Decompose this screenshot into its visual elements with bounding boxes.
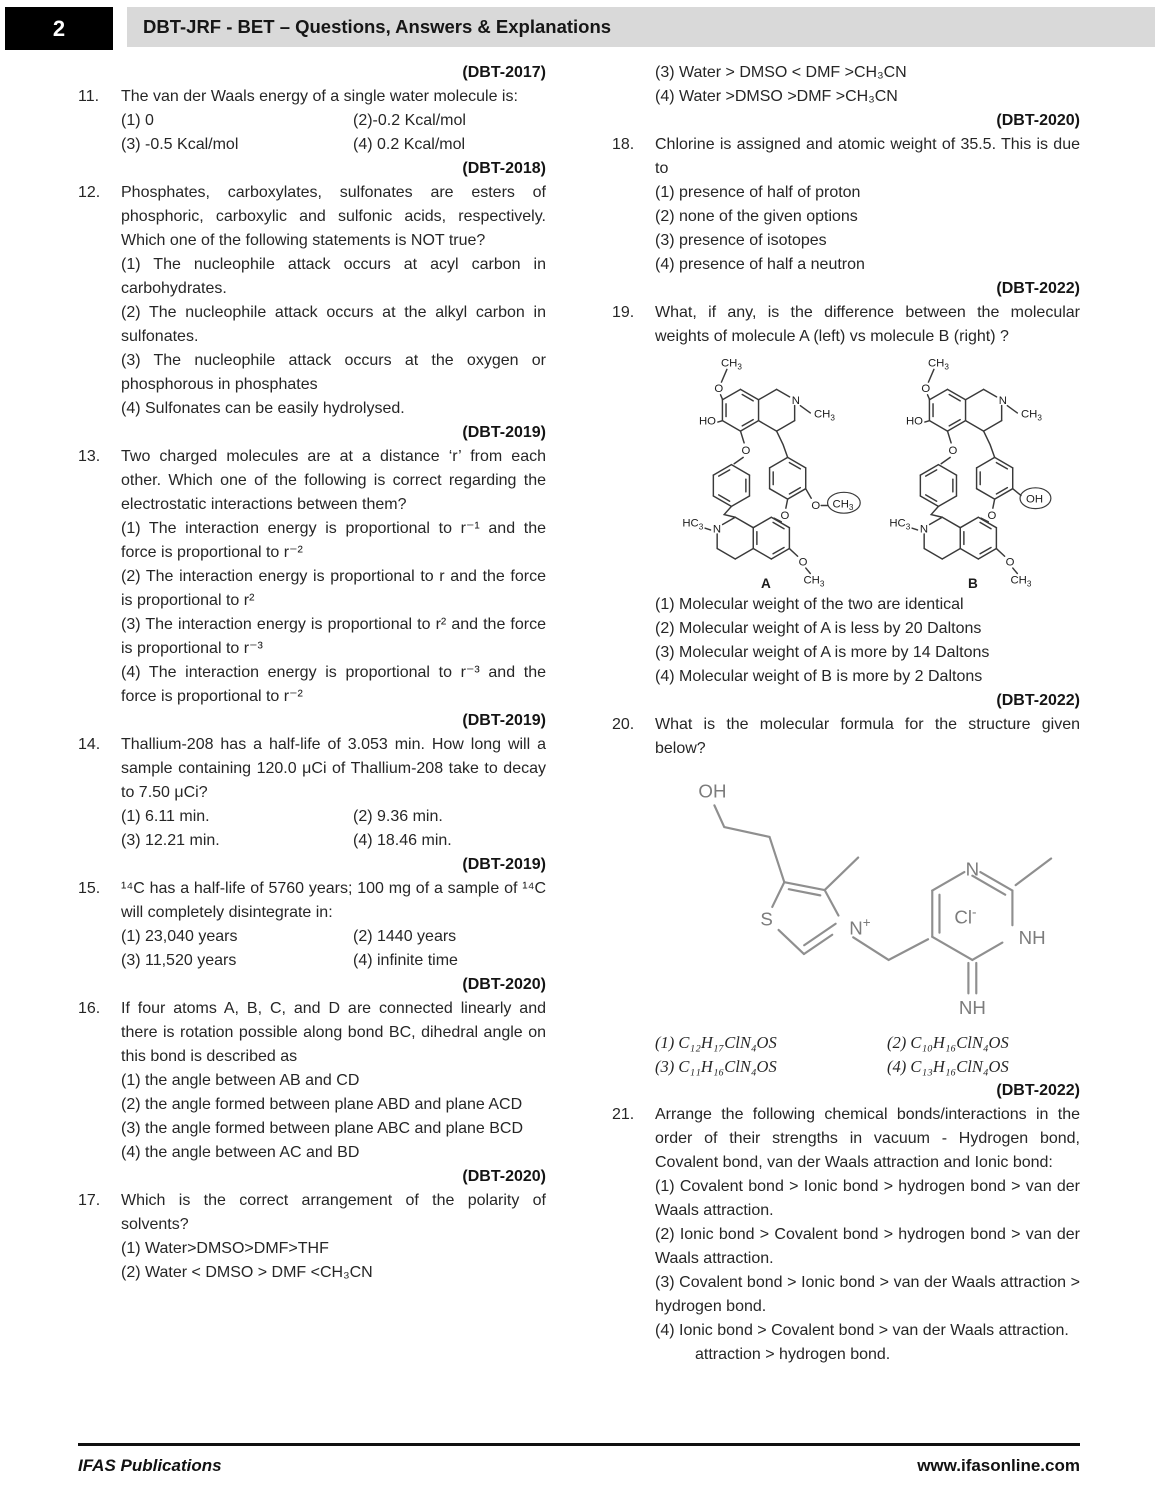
option: (3) C₁₁H₁₆ClN₄OS	[655, 1057, 777, 1076]
option: (2) The nucleophile attack occurs at the alkyl carbon in sulfonates.	[121, 304, 546, 345]
svg-text:CH3: $CH_3$	[720, 357, 742, 372]
page-title: DBT-JRF - BET – Questions, Answers & Explanations	[143, 16, 612, 37]
svg-text:CH3: $CH_3$	[927, 357, 949, 372]
option: (4) Water >DMSO >DMF >CH₃CN	[655, 88, 898, 105]
svg-text:O: O	[798, 556, 808, 569]
year-tag: (DBT-2022)	[996, 1082, 1080, 1099]
option: (3) The interaction energy is proportional to r² and the force is proportional to r⁻³	[121, 616, 546, 657]
option: (2) 9.36 min.	[353, 808, 443, 825]
question-number: 17.	[78, 1192, 101, 1209]
question-text: Which is the correct arrangement of the polarity of solvents?	[121, 1192, 546, 1233]
question-number: 12.	[78, 184, 101, 201]
svg-text:NH: NH	[1018, 927, 1046, 949]
question-12	[78, 181, 546, 421]
question-body	[655, 61, 1080, 109]
svg-text:OH: OH	[1026, 493, 1044, 506]
option: (4) presence of half a neutron	[655, 256, 865, 273]
option: (1) Covalent bond > Ionic bond > hydrogen bond > van der Waals attraction.	[655, 1178, 1080, 1219]
molecule-structure-a	[677, 352, 872, 590]
svg-text:O: O	[780, 510, 790, 523]
year-tag: (DBT-2022)	[996, 280, 1080, 297]
svg-text:O: O	[811, 500, 821, 513]
option: (4) 18.46 min.	[353, 832, 452, 849]
option: (1) the angle between AB and CD	[121, 1072, 360, 1089]
question-body	[121, 85, 546, 157]
option: (4) The interaction energy is proportional to r⁻³ and the force is proportional to r⁻²	[121, 664, 546, 705]
question-body	[655, 1103, 1080, 1367]
svg-text:CH3: $CH_3$	[832, 498, 854, 513]
svg-text:N: N	[998, 394, 1007, 407]
question-text: attraction > hydrogen bond.	[695, 1346, 891, 1363]
page-number-box	[5, 7, 113, 50]
question-text: What, if any, is the difference between the molecular weights of molecule A (left) vs molecule B (right) ?	[655, 304, 1080, 345]
column-left	[78, 61, 546, 1367]
option: (4) Sulfonates can be easily hydrolysed.	[121, 400, 405, 417]
question-body	[121, 1189, 546, 1285]
molecule-structure-b	[884, 352, 1079, 590]
molecule-figures	[677, 352, 1080, 590]
svg-text:N: N	[791, 394, 800, 407]
option: (3) Water > DMSO < DMF >CH₃CN	[655, 64, 907, 81]
svg-text:N: N	[965, 858, 980, 880]
svg-text:S: S	[760, 908, 773, 930]
question-15	[78, 877, 546, 973]
option: (4) Ionic bond > Covalent bond > van der Waals attraction.	[655, 1322, 1069, 1339]
option-row	[121, 949, 546, 973]
question-text: Two charged molecules are at a distance ‘r’ from each other. Which one of the following is correct regarding the electrostatic interactions between them?	[121, 448, 546, 513]
question-body	[121, 997, 546, 1165]
thiamine-figure	[655, 766, 1080, 1028]
header-bar	[127, 7, 1155, 47]
question-number	[612, 61, 655, 109]
svg-text:HC3: $HC_3$	[889, 517, 911, 532]
two-column-layout	[78, 61, 1080, 1367]
svg-text:NH: NH	[958, 997, 986, 1019]
option: (1) The interaction energy is proportional to r⁻¹ and the force is proportional to r⁻²	[121, 520, 546, 561]
question-text: Thallium-208 has a half-life of 3.053 min. How long will a sample containing 120.0 μCi of Thallium-208 take to decay to 7.50 μCi?	[121, 736, 546, 801]
question-17	[78, 1189, 546, 1285]
svg-text:O: O	[921, 383, 931, 396]
question-19	[612, 301, 1080, 689]
svg-text:O: O	[741, 444, 751, 457]
svg-text:CH3: $CH_3$	[1020, 408, 1042, 423]
year-tag: (DBT-2019)	[462, 424, 546, 441]
svg-text:HC3: $HC_3$	[682, 517, 704, 532]
svg-text:N: N	[712, 523, 722, 536]
question-body	[655, 133, 1080, 277]
svg-text:N+: N+	[849, 915, 871, 939]
option: (1) presence of half of proton	[655, 184, 861, 201]
option: (1) 23,040 years	[121, 928, 238, 945]
question-number: 11.	[78, 88, 100, 105]
question-number: 15.	[78, 880, 101, 897]
svg-text:N: N	[919, 523, 929, 536]
question-body	[655, 301, 1080, 689]
option: (3) 12.21 min.	[121, 832, 220, 849]
option: (2) Water < DMSO > DMF <CH₃CN	[121, 1264, 373, 1281]
option: (1) Water>DMSO>DMF>THF	[121, 1240, 329, 1257]
question-20	[612, 713, 1080, 1079]
option: (4) the angle between AC and BD	[121, 1144, 360, 1161]
year-tag: (DBT-2020)	[462, 976, 546, 993]
option: (2) 1440 years	[353, 928, 457, 945]
svg-text:HO: HO	[699, 415, 716, 428]
year-tag: (DBT-2019)	[462, 856, 546, 873]
option-row	[121, 805, 546, 829]
option: (1) C₁₂H₁₇ClN₄OS	[655, 1033, 777, 1052]
question-number: 13.	[78, 448, 101, 465]
year-tag: (DBT-2020)	[462, 1168, 546, 1185]
question-18	[612, 133, 1080, 277]
question-text: Phosphates, carboxylates, sulfonates are esters of phosphoric, carboxylic and sulfonic acids, respectively. Which one of the following statements is NOT true?	[121, 184, 546, 249]
option: (2) Molecular weight of A is less by 20 Daltons	[655, 620, 982, 637]
option: (1) 6.11 min.	[121, 808, 210, 825]
question-21	[612, 1103, 1080, 1367]
column-right	[612, 61, 1080, 1367]
question-14	[78, 733, 546, 853]
question-text: The van der Waals energy of a single water molecule is:	[121, 88, 518, 105]
website-url: www.ifasonline.com	[917, 1456, 1080, 1475]
question-text: What is the molecular formula for the structure given below?	[655, 716, 1080, 757]
svg-text:O: O	[948, 444, 958, 457]
option: (4) 0.2 Kcal/mol	[353, 136, 466, 153]
option: (3) -0.5 Kcal/mol	[121, 136, 239, 153]
question-11	[78, 85, 546, 157]
option-row	[121, 133, 546, 157]
option: (4) infinite time	[353, 952, 458, 969]
question-text: Chlorine is assigned and atomic weight of 35.5. This is due to	[655, 136, 1080, 177]
question-body	[121, 445, 546, 709]
question-body	[121, 877, 546, 973]
question-number: 16.	[78, 1000, 101, 1017]
page-number: 2	[52, 15, 66, 41]
option-row	[121, 925, 546, 949]
question-13	[78, 445, 546, 709]
question-body	[655, 713, 1080, 1079]
question-number: 21.	[612, 1106, 635, 1123]
option-row	[655, 1031, 1080, 1055]
year-tag: (DBT-2022)	[996, 692, 1080, 709]
option-row	[655, 1055, 1080, 1079]
svg-text:O: O	[987, 510, 997, 523]
option: (3) Covalent bond > Ionic bond > van der Waals attraction > hydrogen bond.	[655, 1274, 1080, 1315]
question-text: If four atoms A, B, C, and D are connected linearly and there is rotation possible along bond BC, dihedral angle on this bond is described as	[121, 1000, 546, 1065]
question-number: 19.	[612, 304, 635, 321]
option-row	[121, 109, 546, 133]
option: (3) the angle formed between plane ABC and plane BCD	[121, 1120, 524, 1137]
svg-text:O: O	[1005, 556, 1015, 569]
year-tag: (DBT-2020)	[996, 112, 1080, 129]
question-text: Arrange the following chemical bonds/interactions in the order of their strengths in vacuum - Hydrogen bond, Covalent bond, van der Waals attraction and Ionic bond:	[655, 1106, 1080, 1171]
option: (1) Molecular weight of the two are identical	[655, 596, 964, 613]
question-number: 14.	[78, 736, 101, 753]
option: (2) The interaction energy is proportional to r and the force is proportional to r²	[121, 568, 546, 609]
thiamine-structure	[655, 766, 1079, 1020]
year-tag: (DBT-2017)	[462, 64, 546, 81]
option: (3) presence of isotopes	[655, 232, 827, 249]
question-body	[121, 181, 546, 421]
question-16	[78, 997, 546, 1165]
option: (3) Molecular weight of A is more by 14 Daltons	[655, 644, 990, 661]
option: (1) The nucleophile attack occurs at acyl carbon in carbohydrates.	[121, 256, 546, 297]
option-row	[121, 829, 546, 853]
svg-text:OH: OH	[698, 780, 727, 802]
option: (2) Ionic bond > Covalent bond > hydrogen bond > van der Waals attraction.	[655, 1226, 1080, 1267]
svg-text:CH3: $CH_3$	[813, 408, 835, 423]
svg-text:B: B	[967, 576, 978, 590]
question-body	[121, 733, 546, 853]
option: (4) C₁₃H₁₆ClN₄OS	[887, 1057, 1009, 1076]
question-text: ¹⁴C has a half-life of 5760 years; 100 mg of a sample of ¹⁴C will completely disintegrate in:	[121, 880, 546, 921]
option: (3) The nucleophile attack occurs at the oxygen or phosphorous in phosphates	[121, 352, 546, 393]
option: (1) 0	[121, 112, 154, 129]
publisher-name: IFAS Publications	[78, 1456, 222, 1475]
svg-text:Cl-: Cl-	[954, 904, 977, 928]
svg-text:HO: HO	[906, 415, 923, 428]
option: (3) 11,520 years	[121, 952, 237, 969]
svg-text:A: A	[760, 576, 771, 590]
question-number: 18.	[612, 136, 635, 153]
option: (2) none of the given options	[655, 208, 858, 225]
year-tag: (DBT-2018)	[462, 160, 546, 177]
option: (2)-0.2 Kcal/mol	[353, 112, 466, 129]
question-number: 20.	[612, 716, 635, 733]
svg-text:CH3: $CH_3$	[803, 574, 825, 589]
year-tag: (DBT-2019)	[462, 712, 546, 729]
svg-text:CH3: $CH_3$	[1010, 574, 1032, 589]
option: (2) C₁₀H₁₆ClN₄OS	[887, 1033, 1009, 1052]
page-footer	[78, 1443, 1080, 1478]
option: (4) Molecular weight of B is more by 2 Daltons	[655, 668, 983, 685]
question-17-continued	[612, 61, 1080, 109]
svg-text:O: O	[714, 383, 724, 396]
option: (2) the angle formed between plane ABD and plane ACD	[121, 1096, 523, 1113]
